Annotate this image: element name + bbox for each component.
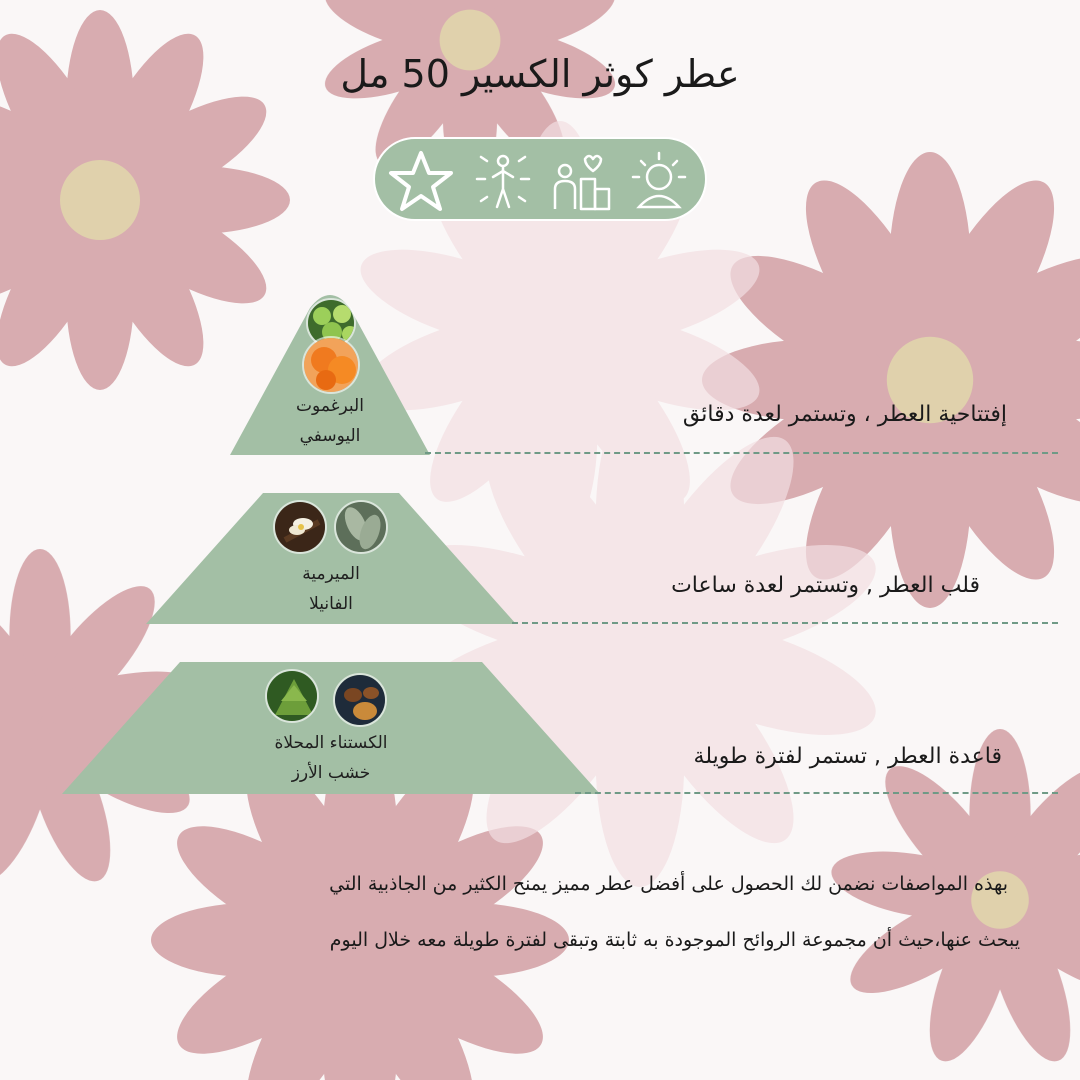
note-bergamot: البرغموت [296,396,364,416]
tier-top [230,288,430,455]
tier-middle-divider [512,622,1058,624]
cedar-image [265,669,319,723]
tier-bottom [62,662,600,794]
tier-top-divider [425,452,1058,454]
paragraph-line-1: بهذه المواصفات نضمن لك الحصول على أفضل عطر مميز يمنح الكثير من الجاذبية التي [329,873,1008,895]
note-sage: الميرمية [302,564,360,584]
tier-bottom-divider [575,792,1058,794]
sage-image [334,500,388,554]
tier-top-notes [270,391,390,451]
tier-top-description: إفتتاحية العطر ، وتستمر لعدة دقائق [682,402,1007,427]
star-icon [387,149,455,213]
love-city-icon [551,149,615,213]
tier-bottom-notes [246,728,416,788]
note-candied-chestnut: الكستناء المحلاة [274,733,388,753]
paragraph-line-2: يبحث عنها،حيث أن مجموعة الروائح الموجودة به ثابتة وتبقى لفترة طويلة معه خلال اليوم [329,929,1020,951]
note-cedarwood: خشب الأرز [291,763,371,783]
vanilla-image [273,500,327,554]
feature-icons-bar [373,137,707,221]
sun-user-icon [627,149,691,213]
mandarin-image [302,336,360,394]
tier-bottom-description: قاعدة العطر , تستمر لفترة طويلة [693,744,1002,769]
chestnut-image [333,673,387,727]
note-vanilla: الفانيلا [309,594,353,614]
page-title: عطر كوثر الكسير 50 مل [340,52,740,96]
tier-middle [146,493,516,624]
person-radiant-icon [471,149,535,213]
tier-middle-notes [261,559,401,619]
tier-middle-description: قلب العطر , وتستمر لعدة ساعات [671,573,980,598]
note-mandarin: اليوسفي [299,426,361,446]
